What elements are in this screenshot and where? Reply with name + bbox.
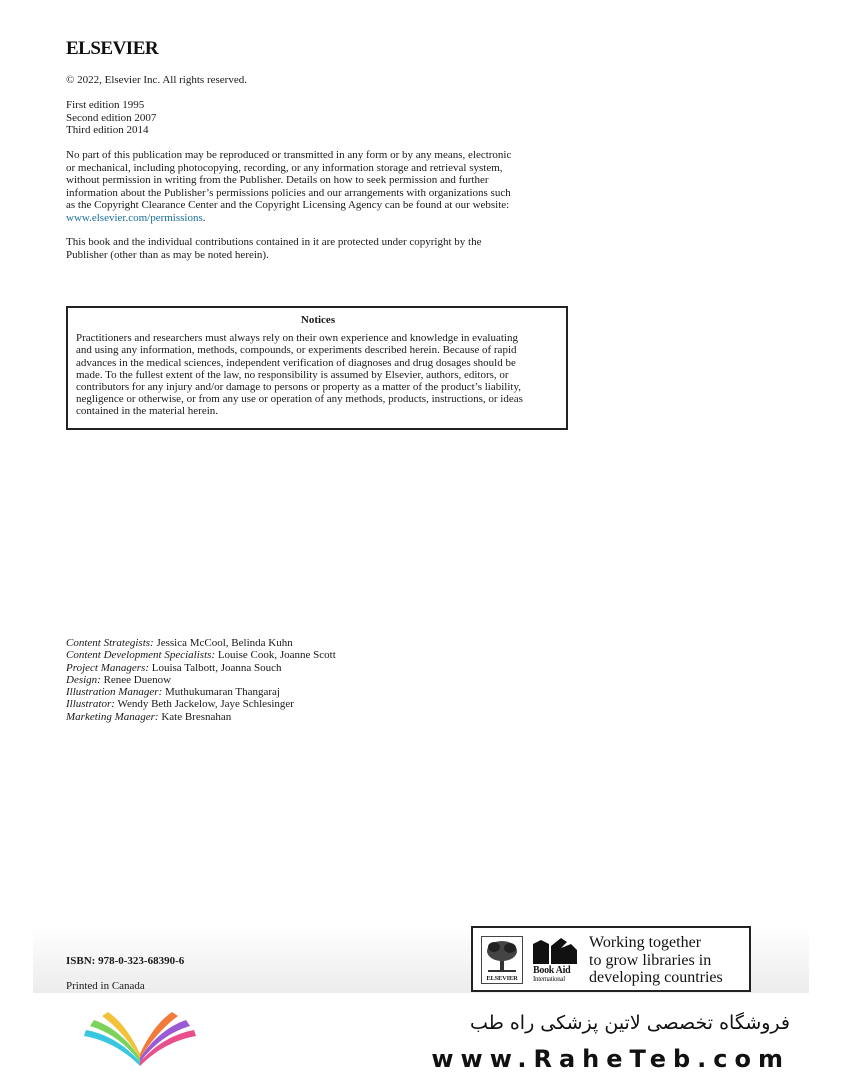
edition-line: First edition 1995	[66, 99, 145, 111]
credit-role: Illustration Manager:	[66, 686, 163, 699]
credit-names: Louisa Talbott, Joanna Souch	[149, 661, 282, 674]
notices-line: and using any information, methods, compounds, or experiments described herein. Because of rapid	[76, 344, 517, 357]
link-suffix: .	[202, 211, 206, 224]
notices-line: contributors for any injury and/or damage to persons or property as a matter of the product’s liability,	[76, 381, 521, 394]
book-aid-mark-icon	[531, 936, 579, 966]
book-aid-banner	[471, 926, 751, 992]
credit-role: Content Strategists:	[66, 637, 154, 649]
rights-line: as the Copyright Clearance Center and the Copyright Licensing Agency can be found at our website:	[66, 199, 510, 211]
tagline-line: developing countries	[589, 969, 723, 986]
credit-names: Wendy Beth Jackelow, Jaye Schlesinger	[114, 698, 294, 711]
credit-item	[66, 698, 336, 710]
credit-item	[66, 711, 336, 723]
watermark-site-text: www.RaheTeb.com	[431, 1045, 790, 1073]
notices-title: Notices	[300, 314, 336, 326]
rights-link-line	[66, 212, 556, 225]
credit-names: Louise Cook, Joanne Scott	[215, 649, 336, 662]
credit-role: Illustrator:	[66, 698, 115, 711]
credit-names: Renee Duenow	[100, 673, 172, 686]
credit-item	[66, 649, 336, 661]
book-aid-name	[533, 966, 570, 984]
rights-line: or mechanical, including photocopying, recording, or any information storage and retrieval system,	[66, 161, 503, 174]
tree-icon	[482, 937, 522, 975]
credit-item	[66, 662, 336, 674]
rights-line: without permission in writing from the Publisher. Details on how to seek permission and further	[66, 174, 489, 186]
open-book-logo-icon	[78, 1010, 202, 1070]
notices-line: Practitioners and researchers must always rely on their own experience and knowledge in evaluating	[76, 332, 518, 345]
tagline-line: to grow libraries in	[589, 951, 712, 969]
edition-line: Third edition 2014	[66, 124, 149, 136]
credit-names: Kate Bresnahan	[158, 710, 232, 723]
credit-item	[66, 674, 336, 686]
tagline-line: Working together	[589, 934, 702, 951]
book-aid-tagline	[589, 934, 723, 987]
credit-names: Jessica McCool, Belinda Kuhn	[153, 637, 293, 649]
watermark-persian-text: فروشگاه تخصصی لاتین پزشکی راه طب	[470, 1012, 790, 1034]
notices-line: contained in the material herein.	[76, 405, 219, 418]
credit-item	[66, 637, 336, 649]
notices-line: made. To the fullest extent of the law, no responsibility is assumed by Elsevier, authors, editors, or	[76, 368, 509, 381]
printed-location: Printed in Canada	[66, 980, 145, 992]
protection-paragraph	[66, 236, 556, 261]
credit-role: Project Managers:	[66, 661, 149, 674]
protection-line: Publisher (other than as may be noted herein).	[66, 248, 269, 261]
notices-line: negligence or otherwise, or from any use or operation of any methods, products, instructions, or ideas	[76, 393, 523, 406]
rights-paragraph	[66, 149, 556, 224]
credit-names: Muthukumaran Thangaraj	[162, 686, 280, 699]
rights-line: No part of this publication may be reproduced or transmitted in any form or by any means, electronic	[66, 149, 512, 161]
edition-line: Second edition 2007	[66, 111, 157, 124]
book-aid-title: Book Aid	[533, 965, 571, 976]
isbn: ISBN: 978-0-323-68390-6	[66, 955, 185, 967]
publisher-name: ELSEVIER	[66, 38, 159, 59]
elsevier-logo-text: ELSEVIER	[486, 975, 518, 982]
permissions-link[interactable]: www.elsevier.com/permissions	[66, 211, 203, 224]
credit-role: Design:	[66, 673, 101, 686]
edition-history	[66, 99, 156, 137]
credit-role: Content Development Specialists:	[66, 649, 216, 662]
protection-line: This book and the individual contributions contained in it are protected under copyright by the	[66, 236, 482, 248]
elsevier-tree-logo	[481, 936, 523, 984]
rights-line: information about the Publisher’s permissions policies and our arrangements with organizations such	[66, 186, 511, 199]
credit-item	[66, 686, 336, 698]
credits-list	[66, 637, 336, 723]
notices-line: advances in the medical sciences, independent verification of diagnoses and drug dosages should be	[76, 356, 516, 369]
book-aid-subtitle: International	[533, 975, 565, 983]
notices-box	[66, 306, 568, 430]
credit-role: Marketing Manager:	[66, 710, 159, 723]
copyright-line: © 2022, Elsevier Inc. All rights reserved.	[66, 74, 247, 86]
